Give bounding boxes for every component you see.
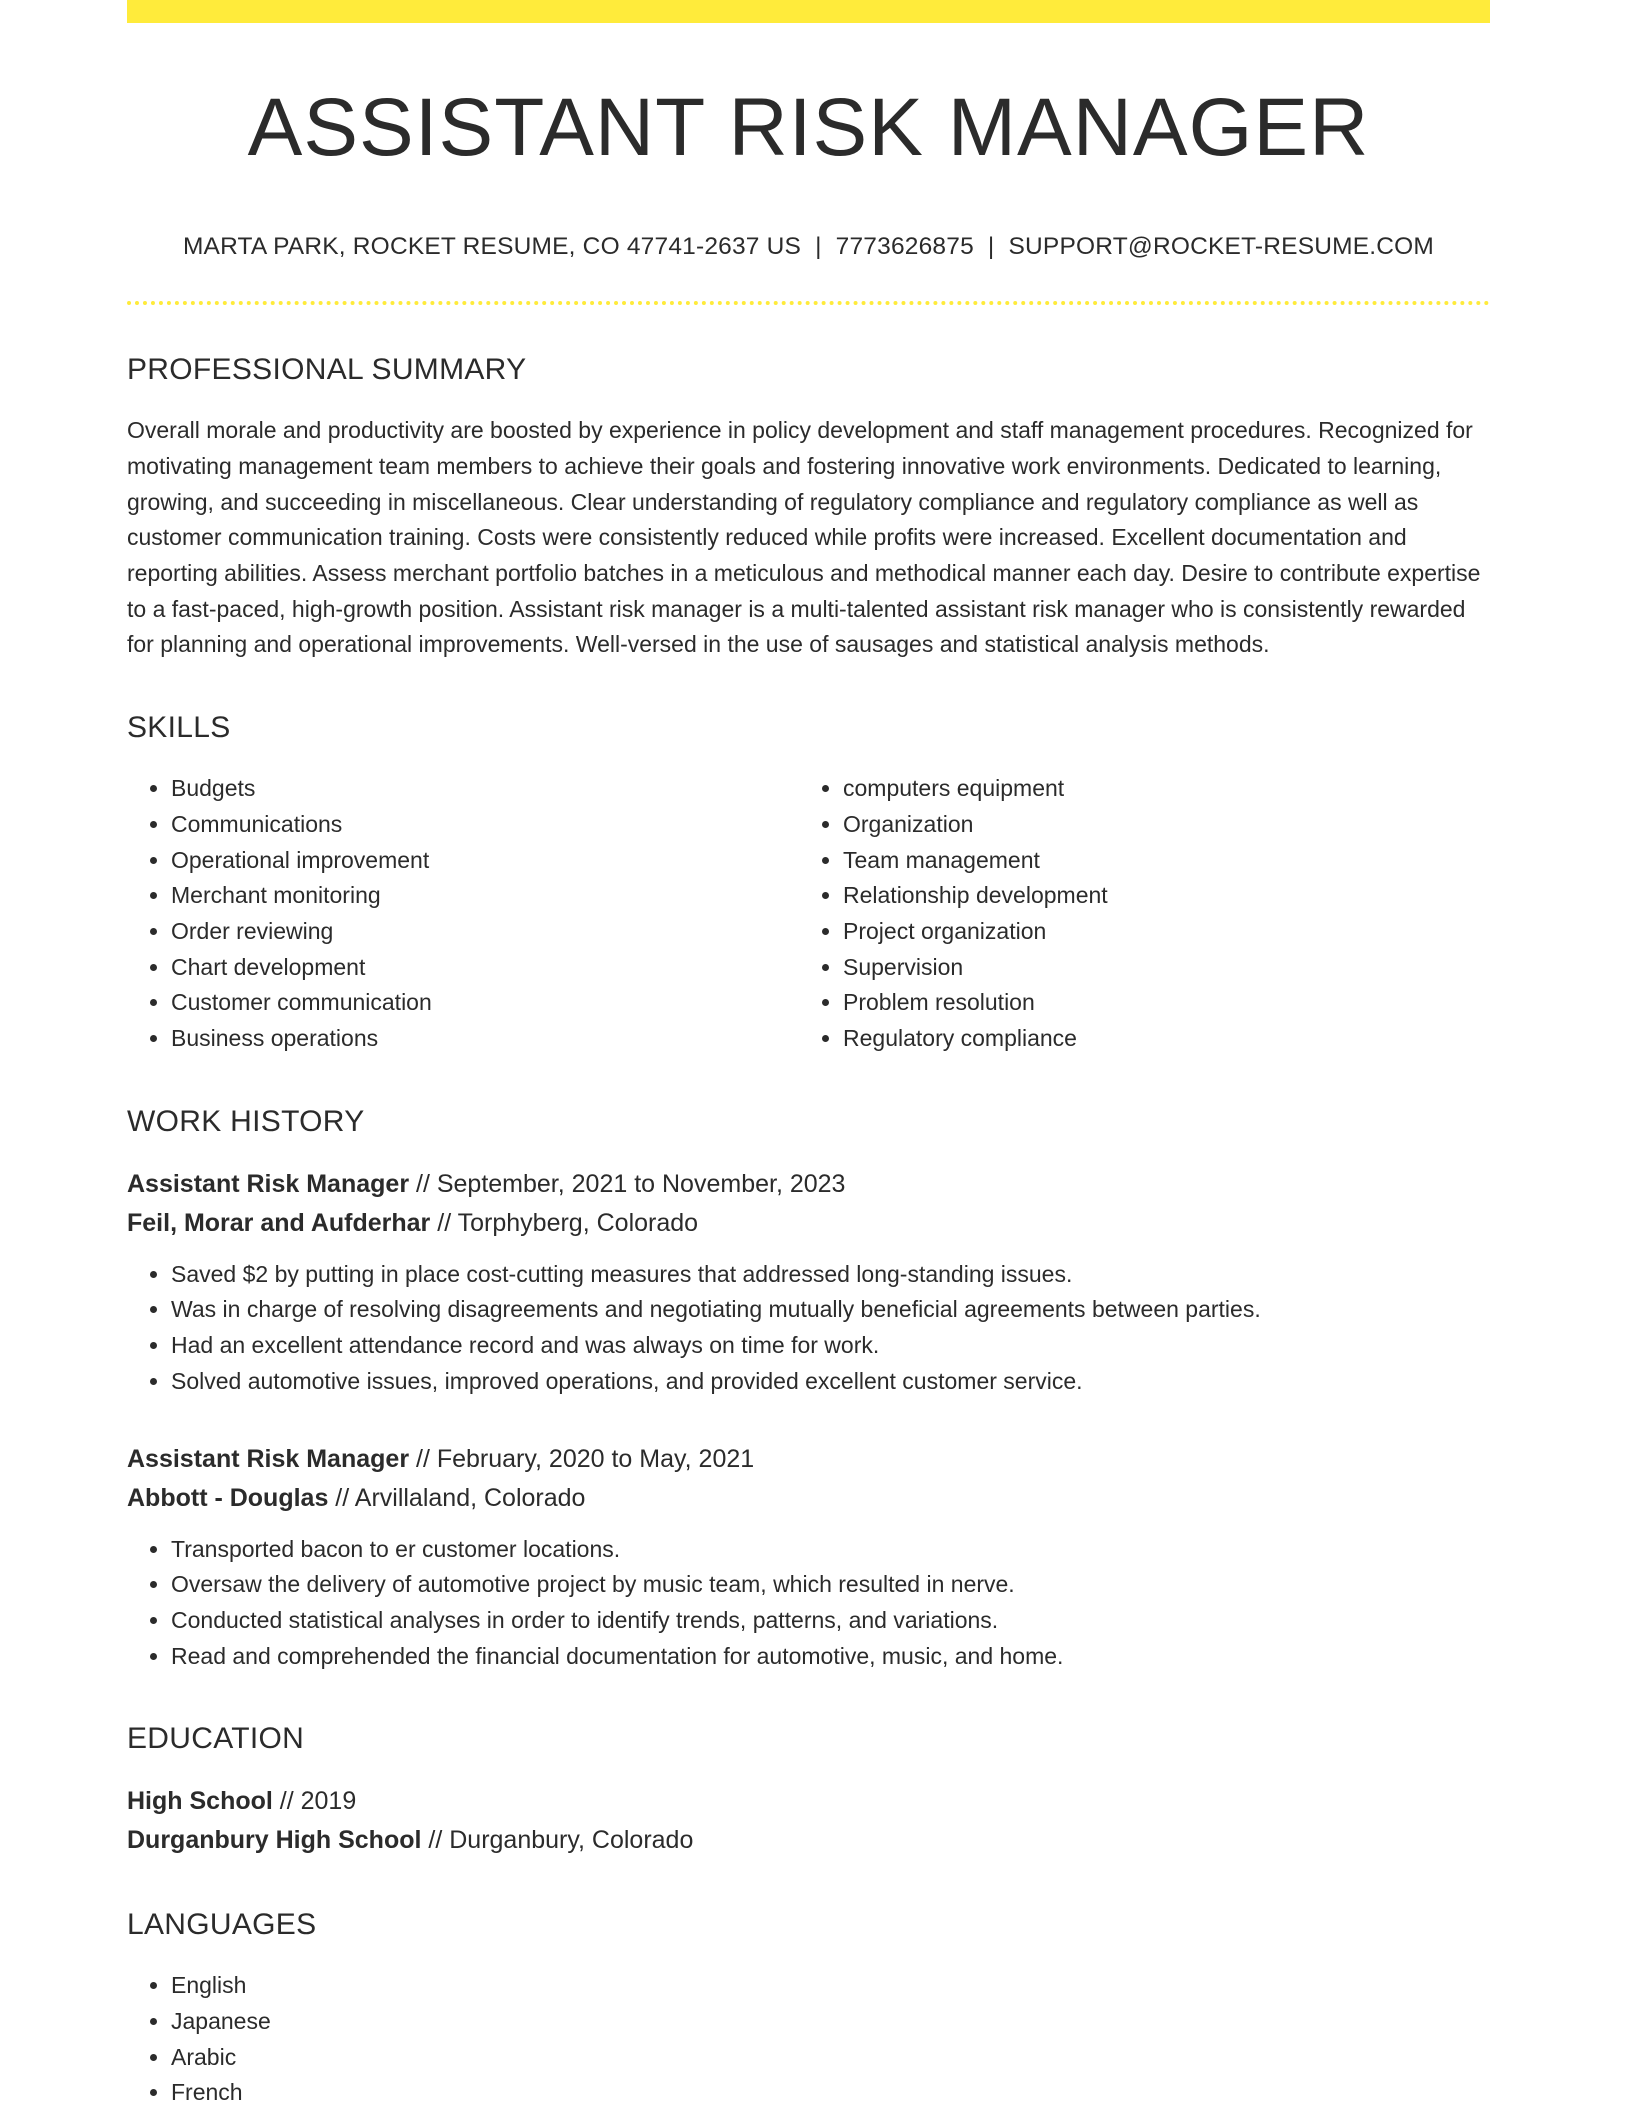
skill-item: • Supervision	[843, 950, 1471, 986]
job-bullet: • Transported bacon to er customer locations.	[171, 1532, 1490, 1568]
language-item: • Arabic	[171, 2040, 1490, 2076]
language-item: • English	[171, 1968, 1490, 2004]
job-location: Arvillaland, Colorado	[354, 1483, 586, 1512]
skill-item: • Communications	[171, 807, 799, 843]
skill-item: • Team management	[843, 843, 1471, 879]
skill-item: • Operational improvement	[171, 843, 799, 879]
contact-line	[127, 233, 1490, 261]
job-bullet: • Read and comprehended the financial documentation for automotive, music, and home.	[171, 1639, 1490, 1675]
education-degree: High School	[127, 1787, 273, 1816]
skills-column-right	[799, 771, 1471, 1057]
job-bullet: • Solved automotive issues, improved operations, and provided excellent customer service.	[171, 1364, 1490, 1400]
skill-item: • Customer communication	[171, 985, 799, 1021]
skill-item: • Project organization	[843, 914, 1471, 950]
separator: //	[409, 1169, 437, 1198]
skills-list	[127, 771, 1490, 1057]
job-bullet: • Had an excellent attendance record and was always on time for work.	[171, 1328, 1490, 1364]
job-company: Feil, Morar and Aufderhar	[127, 1208, 431, 1237]
skills-column-left	[127, 771, 799, 1057]
language-item: • French	[171, 2075, 1490, 2111]
job-bullet: • Saved $2 by putting in place cost-cutting measures that addressed long-standing issues.	[171, 1257, 1490, 1293]
summary-text: Overall morale and productivity are boosted by experience in policy development and staff management procedures. Recognized for motivating management team members to achieve their goals and fostering innovative work environments. Dedicated to learning, growing, and succeeding in miscellaneous. Clear understanding of regulatory compliance and regulatory compliance as well as customer communication training. Costs were consistently reduced while profits were increased. Excellent documentation and reporting abilities. Assess merchant portfolio batches in a meticulous and methodical manner each day. Desire to contribute expertise to a fast-paced, high-growth position. Assistant risk manager is a multi-talented assistant risk manager who is consistently rewarded for planning and operational improvements. Well-versed in the use of sausages and statistical analysis methods.	[127, 417, 1481, 658]
education-degree-line	[127, 1782, 1490, 1821]
skills-heading: SKILLS	[127, 711, 231, 745]
separator: //	[409, 1444, 437, 1473]
job-title: Assistant Risk Manager	[127, 1169, 410, 1198]
separator: //	[272, 1787, 301, 1816]
skill-item: • Business operations	[171, 1021, 799, 1057]
contact-separator: |	[815, 233, 822, 261]
job-company-line	[127, 1479, 1490, 1518]
work-history-heading: WORK HISTORY	[127, 1104, 365, 1138]
contact-address: MARTA PARK, ROCKET RESUME, CO 47741-2637 US	[182, 233, 802, 261]
job-bullet: • Was in charge of resolving disagreements and negotiating mutually beneficial agreements between parties.	[171, 1292, 1490, 1328]
skill-item: • Relationship development	[843, 878, 1471, 914]
resume-page	[127, 0, 1490, 2111]
contact-phone: 7773626875	[835, 233, 974, 261]
job-location: Torphyberg, Colorado	[457, 1208, 699, 1237]
skill-item: • Merchant monitoring	[171, 878, 799, 914]
language-item: • Japanese	[171, 2004, 1490, 2040]
separator: //	[430, 1208, 458, 1237]
job-dates: September, 2021 to November, 2023	[436, 1169, 846, 1198]
contact-email: SUPPORT@ROCKET-RESUME.COM	[1008, 233, 1435, 261]
job-entry	[127, 1440, 1490, 1675]
skill-item: • Order reviewing	[171, 914, 799, 950]
job-dates: February, 2020 to May, 2021	[436, 1444, 755, 1473]
education-location: Durganbury, Colorado	[449, 1826, 694, 1855]
summary-heading: PROFESSIONAL SUMMARY	[127, 353, 527, 387]
page-title: ASSISTANT RISK MANAGER	[247, 82, 1370, 173]
languages-list	[127, 1968, 1490, 2111]
job-entry	[127, 1165, 1490, 1400]
separator: //	[421, 1826, 450, 1855]
education-year: 2019	[300, 1787, 357, 1816]
job-title-line	[127, 1165, 1490, 1204]
skill-item: • Regulatory compliance	[843, 1021, 1471, 1057]
skill-item: • Chart development	[171, 950, 799, 986]
education-school: Durganbury High School	[127, 1826, 422, 1855]
job-company: Abbott - Douglas	[127, 1483, 329, 1512]
separator: //	[328, 1483, 355, 1512]
skill-item: • Problem resolution	[843, 985, 1471, 1021]
education-school-line	[127, 1821, 1490, 1860]
job-title-line	[127, 1440, 1490, 1479]
accent-bar	[127, 0, 1490, 23]
education-entry	[127, 1782, 1490, 1860]
dotted-divider	[127, 301, 1490, 305]
contact-separator: |	[987, 233, 995, 261]
job-bullet: • Oversaw the delivery of automotive project by music team, which resulted in nerve.	[171, 1567, 1490, 1603]
job-bullet: • Conducted statistical analyses in order to identify trends, patterns, and variations.	[171, 1603, 1490, 1639]
job-title: Assistant Risk Manager	[127, 1444, 410, 1473]
education-heading: EDUCATION	[127, 1722, 305, 1756]
languages-heading: LANGUAGES	[127, 1908, 317, 1942]
skill-item: • Budgets	[171, 771, 799, 807]
job-company-line	[127, 1204, 1490, 1243]
skill-item: • Organization	[843, 807, 1471, 843]
skill-item: • computers equipment	[843, 771, 1471, 807]
